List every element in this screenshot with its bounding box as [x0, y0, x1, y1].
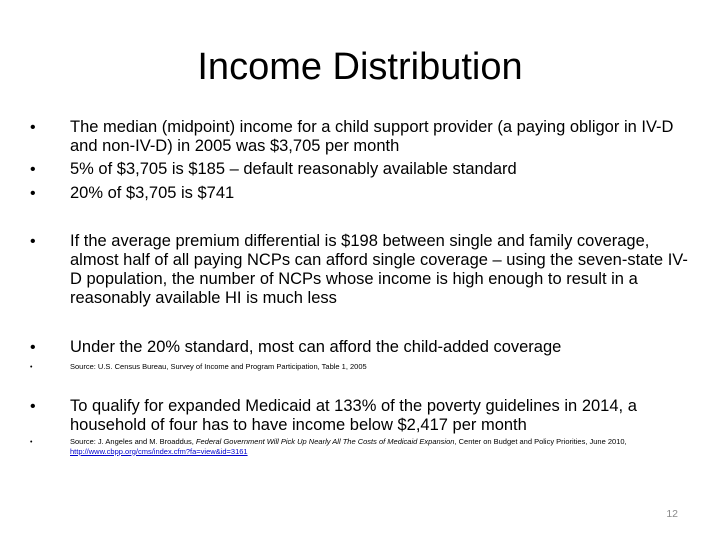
- source-text: Source: U.S. Census Bureau, Survey of Income and Program Participation, Table 1, 2005: [70, 362, 367, 371]
- bullet-20-percent-standard: [30, 338, 690, 357]
- bullet-glyph: •: [30, 398, 36, 415]
- source-prefix: Source: J. Angeles and M. Broaddus,: [70, 437, 196, 446]
- bullet-medicaid-expansion: [30, 397, 690, 435]
- bullet-glyph: •: [30, 439, 33, 446]
- slide-title: Income Distribution: [197, 46, 523, 88]
- source-text: [70, 437, 690, 456]
- bullet-text: If the average premium differential is $198 between single and family coverage, almost half of all paying NCPs can afford single coverage – using the seven-state IV-D population, the number of NCPs whose income is high enough to result in a reasonably available HI is much less: [70, 232, 688, 307]
- source-title: Federal Government Will Pick Up Nearly All The Costs of Medicaid Expansion: [195, 437, 455, 446]
- page-number: 12: [666, 508, 678, 520]
- bullet-glyph: •: [30, 161, 36, 178]
- bullet-text: 5% of $3,705 is $185 – default reasonably available standard: [70, 160, 517, 178]
- bullet-text: The median (midpoint) income for a child support provider (a paying obligor in IV-D and non-IV-D) in 2005 was $3,705 per month: [70, 118, 674, 155]
- source-suffix: , Center on Budget and Policy Priorities, June 2010,: [454, 437, 627, 446]
- bullet-text: 20% of $3,705 is $741: [70, 184, 235, 202]
- bullet-glyph: •: [30, 233, 36, 250]
- source-census: [30, 362, 690, 372]
- bullet-premium-differential: [30, 232, 690, 308]
- bullet-glyph: •: [30, 364, 33, 371]
- bullet-5-percent: [30, 160, 690, 179]
- bullet-text: To qualify for expanded Medicaid at 133% of the poverty guidelines in 2014, a household of four has to have income below $2,417 per month: [70, 397, 637, 434]
- bullet-glyph: •: [30, 339, 36, 356]
- source-link[interactable]: http://www.cbpp.org/cms/index.cfm?fa=view&id=3161: [70, 446, 248, 456]
- source-cbpp: [30, 437, 690, 456]
- bullet-median-income: [30, 118, 690, 156]
- bullet-20-percent: [30, 184, 690, 203]
- bullet-glyph: •: [30, 119, 36, 136]
- bullet-glyph: •: [30, 185, 36, 202]
- bullet-text: Under the 20% standard, most can afford the child-added coverage: [70, 338, 562, 356]
